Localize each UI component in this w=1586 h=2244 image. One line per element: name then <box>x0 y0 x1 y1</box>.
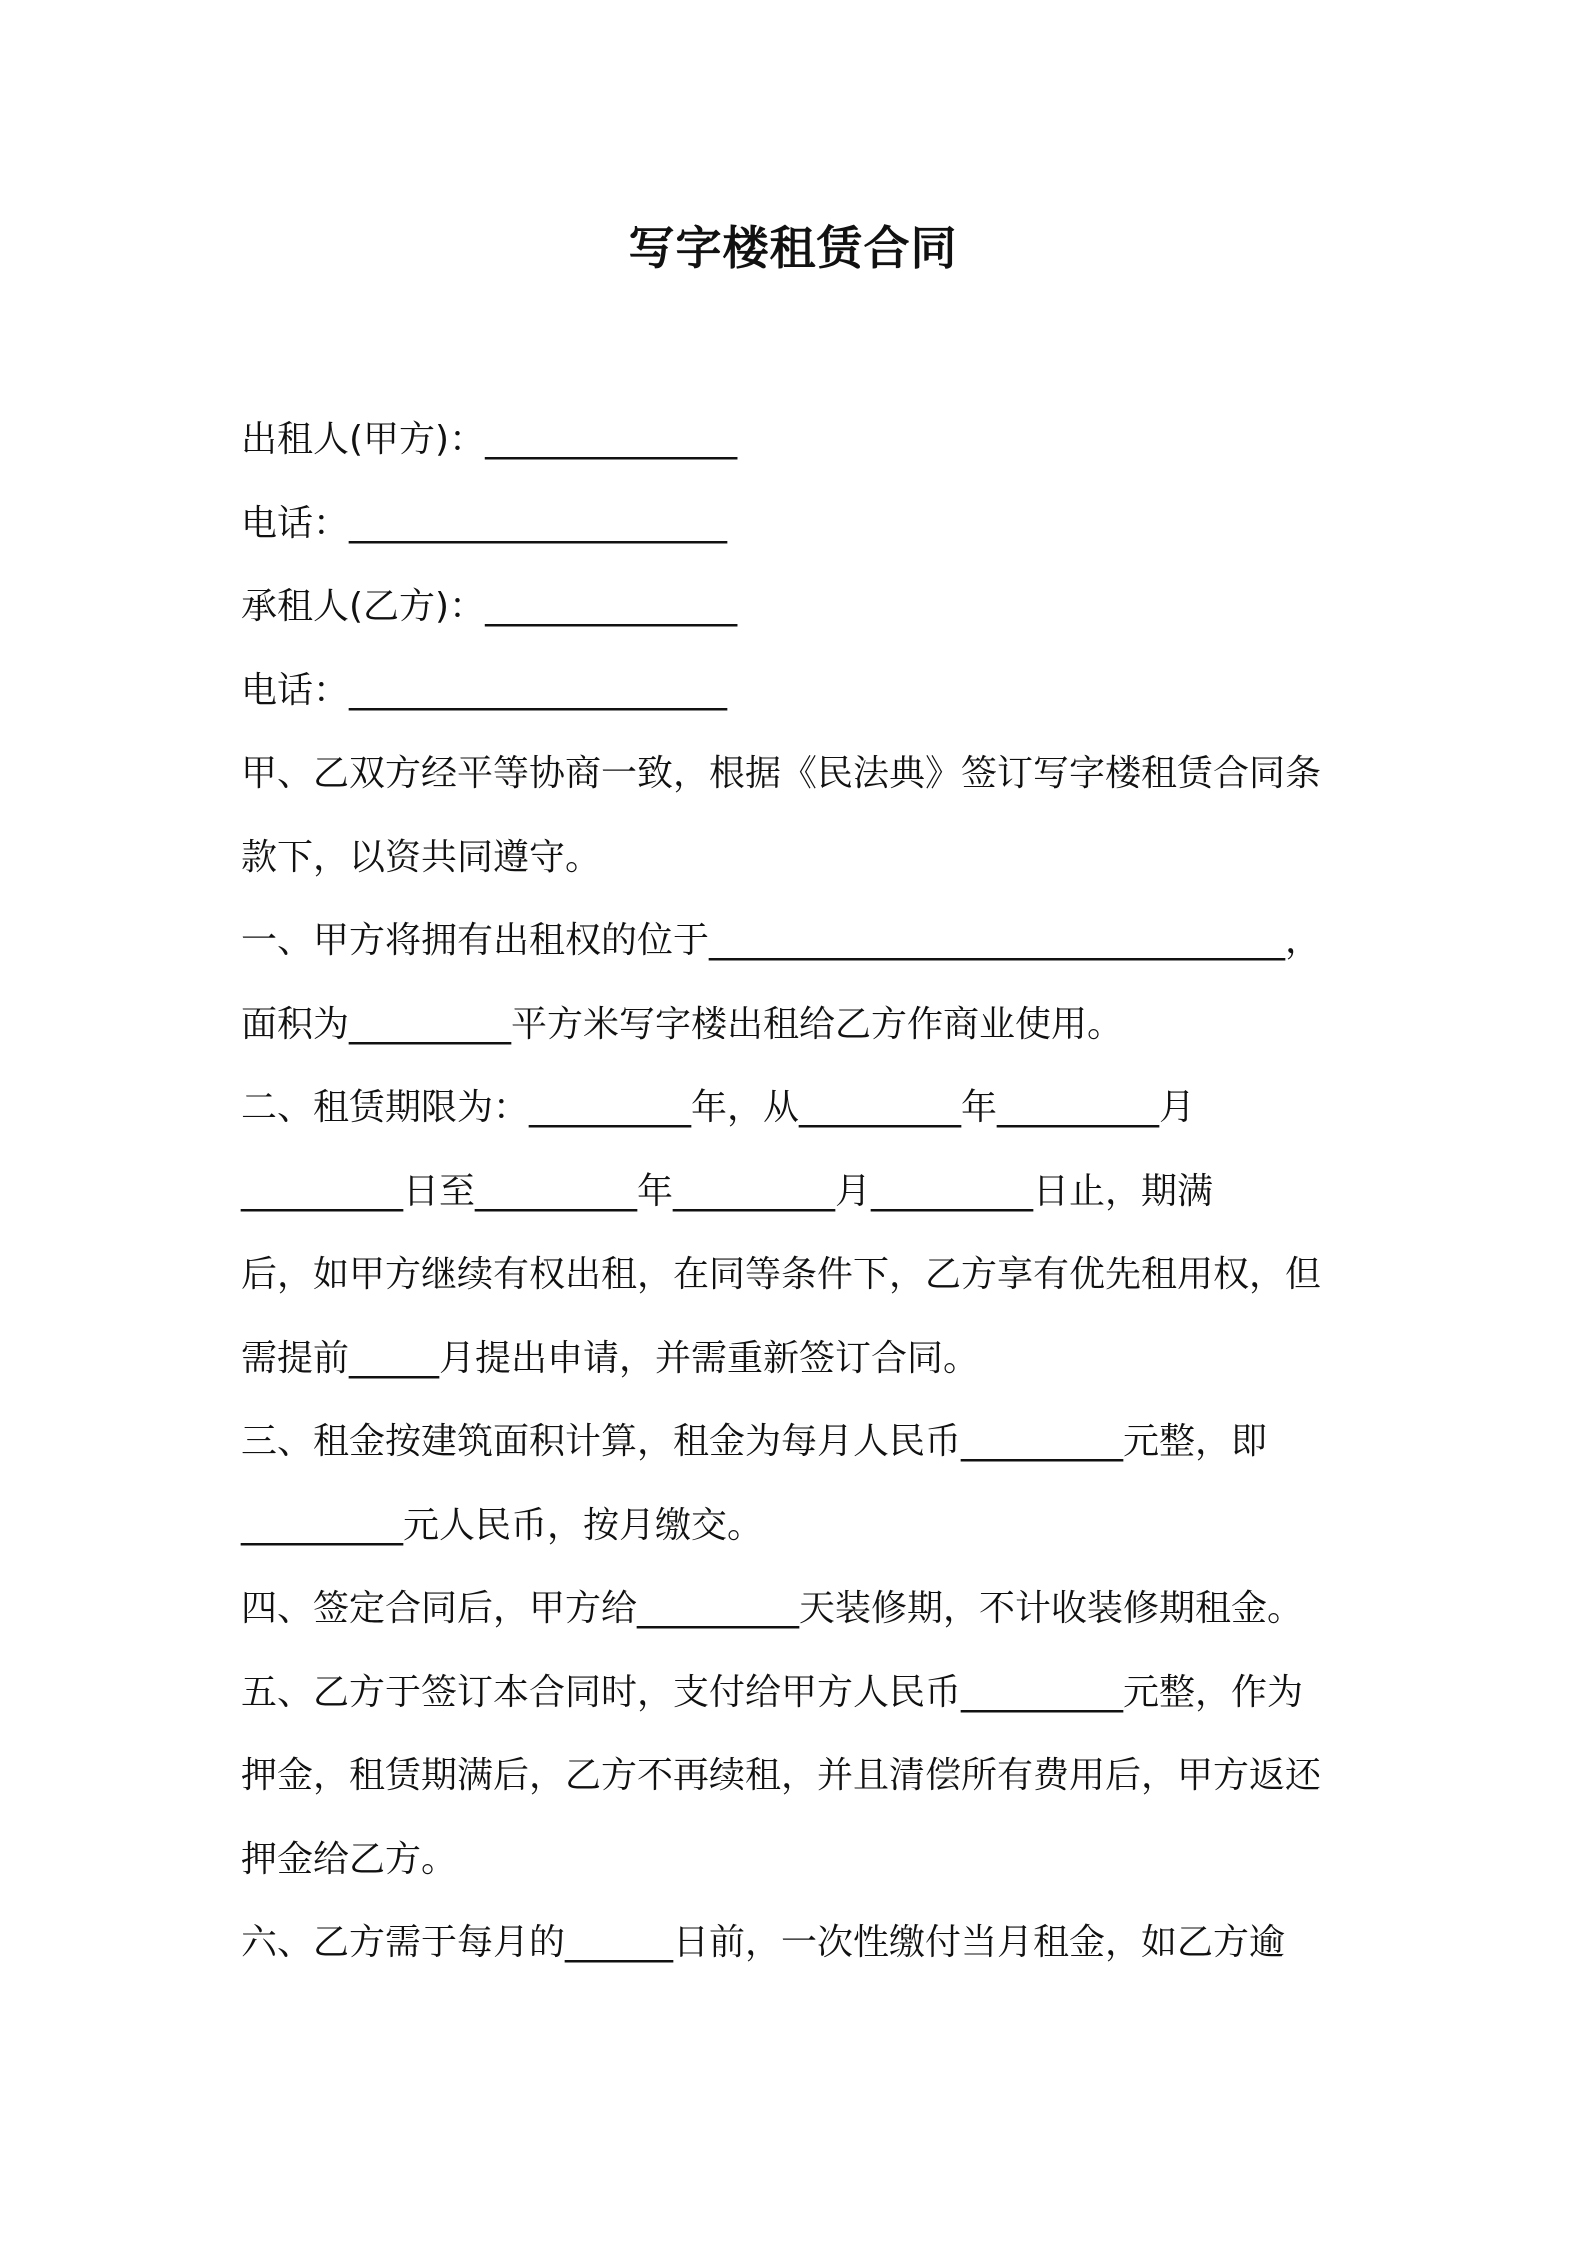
clause-1-line-1: 一、甲方将拥有出租权的位于________________________________， <box>241 920 1322 961</box>
contract-body <box>241 398 1371 1985</box>
lessee-phone-line: 电话：_____________________ <box>241 669 728 711</box>
document-title: 写字楼租赁合同 <box>628 221 958 275</box>
lessor-line: 出租人(甲方)：______________ <box>241 419 738 460</box>
clause-5-line-1: 五、乙方于签订本合同时，支付给甲方人民币_________元整，作为 <box>241 1671 1304 1713</box>
clause-2-line-3: 后，如甲方继续有权出租，在同等条件下，乙方享有优先租用权，但 <box>241 1254 1322 1295</box>
lessee-line: 承租人(乙方)：______________ <box>241 586 738 627</box>
clause-4-line-1: 四、签定合同后，甲方给_________天装修期，不计收装修期租金。 <box>241 1588 1304 1629</box>
lessor-phone-line: 电话：_____________________ <box>241 502 728 544</box>
preamble-line-1: 甲、乙双方经平等协商一致，根据《民法典》签订写字楼租赁合同条 <box>241 753 1322 794</box>
clause-2-line-2: _________日至_________年_________月_________日止，期满 <box>241 1170 1214 1212</box>
clause-5-line-2: 押金，租赁期满后，乙方不再续租，并且清偿所有费用后，甲方返还 <box>241 1755 1322 1796</box>
clause-6-line-1: 六、乙方需于每月的______日前，一次性缴付当月租金，如乙方逾 <box>241 1922 1286 1963</box>
preamble-line-2: 款下，以资共同遵守。 <box>241 836 602 878</box>
clause-1-line-2: 面积为_________平方米写字楼出租给乙方作商业使用。 <box>241 1003 1124 1045</box>
clause-2-line-4: 需提前_____月提出申请，并需重新签订合同。 <box>241 1337 980 1379</box>
clause-2-line-1: 二、租赁期限为：_________年，从_________年_________月 <box>241 1087 1196 1128</box>
clause-3-line-1: 三、租金按建筑面积计算，租金为每月人民币_________元整，即 <box>241 1421 1268 1462</box>
clause-5-line-3: 押金给乙方。 <box>241 1838 458 1880</box>
clause-3-line-2: _________元人民币，按月缴交。 <box>241 1504 764 1546</box>
